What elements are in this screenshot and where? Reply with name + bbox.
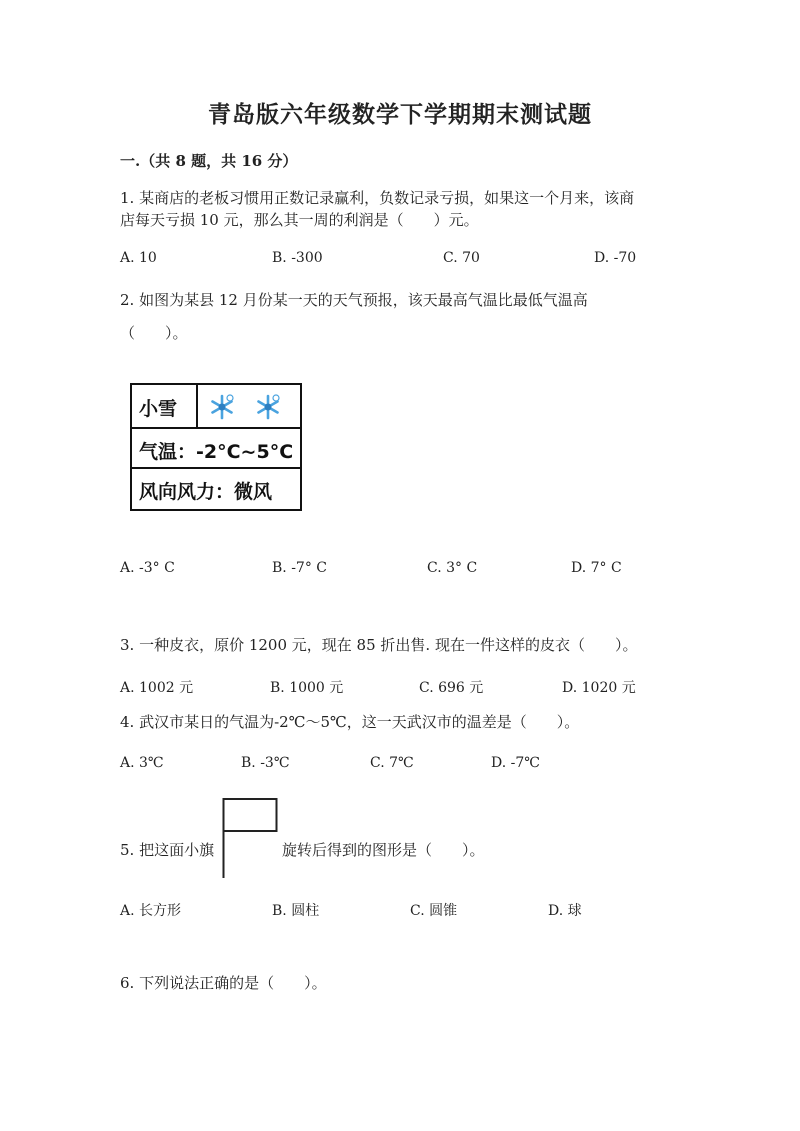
question-4-option-c: C. 7℃ xyxy=(370,755,414,771)
question-5-suffix: 旋转后得到的图形是（ ）。 xyxy=(282,841,485,859)
section-heading: 一.（共 8 题，共 16 分） xyxy=(120,152,298,170)
snowflake-icon xyxy=(208,393,236,421)
weather-temperature: 气温：-2°C~5°C xyxy=(139,441,294,463)
question-5-option-d: D. 球 xyxy=(548,903,582,919)
question-2-line-1: 2. 如图为某县 12 月份某一天的天气预报，该天最高气温比最低气温高 xyxy=(120,291,588,309)
weather-condition: 小雪 xyxy=(139,398,178,420)
question-1-option-b: B. -300 xyxy=(272,250,323,266)
question-2-line-2: （ ）。 xyxy=(120,324,188,342)
question-4-option-d: D. -7℃ xyxy=(491,755,540,771)
flag-figure xyxy=(222,798,278,878)
question-3-option-b: B. 1000 元 xyxy=(270,680,344,696)
question-5-option-b: B. 圆柱 xyxy=(272,903,320,919)
question-3-option-c: C. 696 元 xyxy=(419,680,484,696)
question-5-option-a: A. 长方形 xyxy=(120,903,182,919)
question-3-text: 3. 一种皮衣，原价 1200 元，现在 85 折出售. 现在一件这样的皮衣（ ）。 xyxy=(120,636,638,654)
question-1-line-2: 店每天亏损 10 元，那么其一周的利润是（ ）元。 xyxy=(120,211,479,229)
weather-condition-cell xyxy=(132,385,198,427)
question-2-option-d: D. 7° C xyxy=(571,560,622,576)
question-2-option-a: A. -3° C xyxy=(120,560,175,576)
question-4-option-a: A. 3℃ xyxy=(120,755,164,771)
question-2-option-b: B. -7° C xyxy=(272,560,327,576)
question-4-option-b: B. -3℃ xyxy=(241,755,290,771)
question-3-option-a: A. 1002 元 xyxy=(120,680,194,696)
question-2-option-c: C. 3° C xyxy=(427,560,478,576)
question-6-text: 6. 下列说法正确的是（ ）。 xyxy=(120,974,327,992)
weather-row-condition xyxy=(132,385,300,429)
weather-wind: 风向风力：微风 xyxy=(139,481,273,503)
weather-row-temperature xyxy=(132,429,300,469)
question-4-text: 4. 武汉市某日的气温为-2℃～5℃，这一天武汉市的温差是（ ）。 xyxy=(120,713,580,731)
question-1-line-1: 1. 某商店的老板习惯用正数记录赢利，负数记录亏损，如果这一个月来，该商 xyxy=(120,189,635,207)
page-title: 青岛版六年级数学下学期期末测试题 xyxy=(208,101,592,128)
weather-row-wind xyxy=(132,469,300,509)
snowflake-icon xyxy=(254,393,282,421)
question-5-prefix: 5. 把这面小旗 xyxy=(120,841,215,859)
question-1-option-a: A. 10 xyxy=(120,250,157,266)
question-5-option-c: C. 圆锥 xyxy=(410,903,458,919)
weather-forecast-box xyxy=(130,383,302,511)
question-3-option-d: D. 1020 元 xyxy=(562,680,636,696)
question-1-option-d: D. -70 xyxy=(594,250,637,266)
question-1-option-c: C. 70 xyxy=(443,250,480,266)
